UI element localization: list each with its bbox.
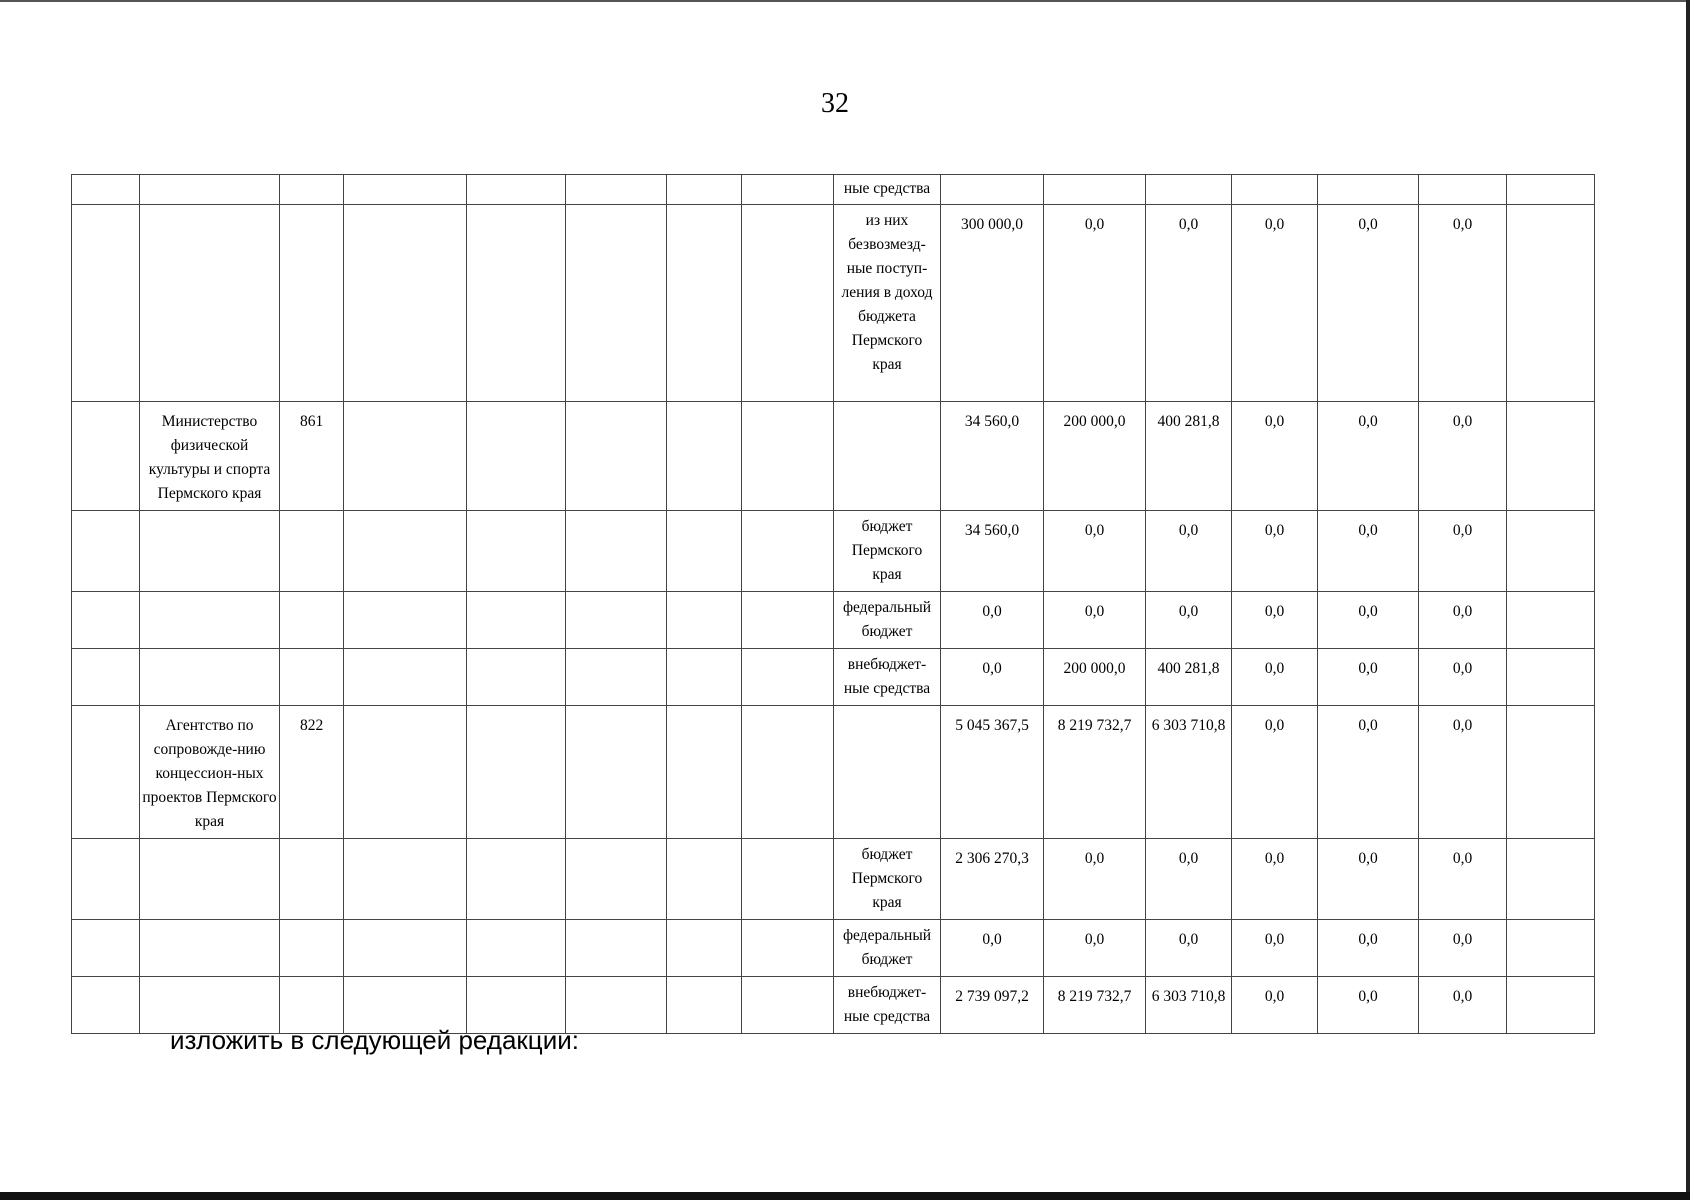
empty-cell [667, 977, 742, 1034]
empty-cell [344, 402, 467, 511]
value-cell: 0,0 [1318, 977, 1419, 1034]
source-cell: внебюджет-ные средства [834, 649, 941, 706]
value-cell: 0,0 [1146, 205, 1232, 402]
value-cell [941, 175, 1044, 205]
empty-cell [467, 205, 566, 402]
row-number-cell [72, 649, 140, 706]
value-cell: 0,0 [1232, 511, 1318, 592]
table-row [72, 920, 1595, 977]
value-cell [1146, 175, 1232, 205]
empty-cell [742, 649, 834, 706]
value-cell: 2 306 270,3 [941, 839, 1044, 920]
value-cell: 0,0 [1232, 592, 1318, 649]
empty-cell [1507, 402, 1595, 511]
empty-cell [344, 920, 467, 977]
empty-cell [742, 920, 834, 977]
empty-cell [467, 592, 566, 649]
value-cell: 0,0 [1318, 920, 1419, 977]
code-cell [280, 839, 344, 920]
table-row [72, 205, 1595, 402]
value-cell: 0,0 [1146, 592, 1232, 649]
value-cell: 0,0 [1419, 205, 1507, 402]
code-cell: 822 [280, 706, 344, 839]
row-number-cell [72, 920, 140, 977]
row-number-cell [72, 205, 140, 402]
empty-cell [467, 649, 566, 706]
value-cell: 0,0 [1318, 402, 1419, 511]
source-cell: внебюджет-ные средства [834, 977, 941, 1034]
source-cell: ные средства [834, 175, 941, 205]
value-cell: 400 281,8 [1146, 402, 1232, 511]
org-cell [140, 920, 280, 977]
table-row [72, 175, 1595, 205]
value-cell [1419, 175, 1507, 205]
empty-cell [742, 839, 834, 920]
empty-cell [467, 839, 566, 920]
scan-edge-top [0, 0, 1690, 2]
table-row [72, 402, 1595, 511]
value-cell: 0,0 [1232, 649, 1318, 706]
value-cell: 0,0 [1419, 920, 1507, 977]
empty-cell [1507, 977, 1595, 1034]
empty-cell [667, 649, 742, 706]
table-row [72, 649, 1595, 706]
value-cell: 0,0 [1318, 649, 1419, 706]
empty-cell [667, 402, 742, 511]
empty-cell [742, 175, 834, 205]
empty-cell [742, 511, 834, 592]
empty-cell [1507, 649, 1595, 706]
code-cell: 861 [280, 402, 344, 511]
source-cell [834, 402, 941, 511]
value-cell: 0,0 [1146, 511, 1232, 592]
empty-cell [344, 592, 467, 649]
empty-cell [467, 511, 566, 592]
table-row [72, 706, 1595, 839]
empty-cell [566, 839, 667, 920]
value-cell: 0,0 [1318, 511, 1419, 592]
empty-cell [667, 511, 742, 592]
page-number: 32 [821, 88, 849, 119]
empty-cell [1507, 175, 1595, 205]
instruction-text: изложить в следующей редакции: [170, 1025, 579, 1055]
empty-cell [566, 175, 667, 205]
row-number-cell [72, 175, 140, 205]
empty-cell [566, 706, 667, 839]
source-cell: из них безвозмезд-ные поступ-ления в доход бюджета Пермского края [834, 205, 941, 402]
empty-cell [344, 706, 467, 839]
empty-cell [467, 402, 566, 511]
empty-cell [742, 977, 834, 1034]
row-number-cell [72, 706, 140, 839]
source-cell: бюджет Пермского края [834, 511, 941, 592]
value-cell: 0,0 [1232, 977, 1318, 1034]
value-cell: 0,0 [1146, 920, 1232, 977]
empty-cell [344, 175, 467, 205]
empty-cell [1507, 920, 1595, 977]
table-row [72, 511, 1595, 592]
code-cell [280, 511, 344, 592]
empty-cell [1507, 592, 1595, 649]
value-cell: 0,0 [1419, 649, 1507, 706]
empty-cell [742, 402, 834, 511]
value-cell: 0,0 [1232, 402, 1318, 511]
org-cell [140, 175, 280, 205]
empty-cell [344, 839, 467, 920]
org-cell [140, 205, 280, 402]
empty-cell [566, 977, 667, 1034]
empty-cell [667, 920, 742, 977]
value-cell: 0,0 [1419, 511, 1507, 592]
budget-table [71, 174, 1595, 1034]
value-cell: 200 000,0 [1044, 649, 1146, 706]
code-cell [280, 920, 344, 977]
value-cell: 8 219 732,7 [1044, 706, 1146, 839]
empty-cell [467, 920, 566, 977]
value-cell: 0,0 [1044, 205, 1146, 402]
table-row [72, 592, 1595, 649]
value-cell: 200 000,0 [1044, 402, 1146, 511]
scan-edge-right [1686, 0, 1690, 1200]
value-cell: 0,0 [1232, 205, 1318, 402]
value-cell: 400 281,8 [1146, 649, 1232, 706]
value-cell: 0,0 [1318, 706, 1419, 839]
value-cell: 0,0 [941, 649, 1044, 706]
code-cell [280, 649, 344, 706]
row-number-cell [72, 402, 140, 511]
org-cell: Министерство физической культуры и спорта Пермского края [140, 402, 280, 511]
table-row [72, 839, 1595, 920]
empty-cell [742, 706, 834, 839]
source-cell: бюджет Пермского края [834, 839, 941, 920]
value-cell: 0,0 [1044, 839, 1146, 920]
empty-cell [566, 205, 667, 402]
value-cell: 0,0 [1318, 592, 1419, 649]
empty-cell [742, 592, 834, 649]
org-cell [140, 511, 280, 592]
empty-cell [1507, 511, 1595, 592]
empty-cell [344, 649, 467, 706]
value-cell: 0,0 [1419, 592, 1507, 649]
value-cell: 0,0 [1318, 205, 1419, 402]
empty-cell [667, 205, 742, 402]
row-number-cell [72, 511, 140, 592]
empty-cell [566, 649, 667, 706]
value-cell: 0,0 [1419, 977, 1507, 1034]
value-cell: 300 000,0 [941, 205, 1044, 402]
scan-edge-bottom [0, 1192, 1690, 1200]
empty-cell [467, 706, 566, 839]
value-cell [1318, 175, 1419, 205]
value-cell: 6 303 710,8 [1146, 977, 1232, 1034]
source-cell [834, 706, 941, 839]
value-cell: 34 560,0 [941, 511, 1044, 592]
value-cell [1044, 175, 1146, 205]
empty-cell [566, 920, 667, 977]
org-cell [140, 839, 280, 920]
value-cell: 0,0 [941, 592, 1044, 649]
empty-cell [566, 592, 667, 649]
org-cell [140, 649, 280, 706]
empty-cell [1507, 706, 1595, 839]
code-cell [280, 592, 344, 649]
empty-cell [1507, 839, 1595, 920]
code-cell [280, 175, 344, 205]
code-cell [280, 205, 344, 402]
value-cell: 0,0 [1044, 592, 1146, 649]
empty-cell [667, 592, 742, 649]
value-cell: 8 219 732,7 [1044, 977, 1146, 1034]
value-cell [1232, 175, 1318, 205]
row-number-cell [72, 977, 140, 1034]
value-cell: 0,0 [1146, 839, 1232, 920]
value-cell: 34 560,0 [941, 402, 1044, 511]
value-cell: 5 045 367,5 [941, 706, 1044, 839]
value-cell: 0,0 [1318, 839, 1419, 920]
value-cell: 6 303 710,8 [1146, 706, 1232, 839]
empty-cell [344, 205, 467, 402]
value-cell: 0,0 [1232, 839, 1318, 920]
value-cell: 0,0 [1232, 920, 1318, 977]
row-number-cell [72, 839, 140, 920]
empty-cell [467, 175, 566, 205]
empty-cell [667, 175, 742, 205]
empty-cell [1507, 205, 1595, 402]
empty-cell [742, 205, 834, 402]
empty-cell [344, 511, 467, 592]
source-cell: федеральный бюджет [834, 920, 941, 977]
source-cell: федеральный бюджет [834, 592, 941, 649]
value-cell: 0,0 [941, 920, 1044, 977]
value-cell: 0,0 [1419, 706, 1507, 839]
value-cell: 0,0 [1419, 839, 1507, 920]
empty-cell [667, 706, 742, 839]
empty-cell [667, 839, 742, 920]
org-cell: Агентство по сопровожде-нию концессион-ных проектов Пермского края [140, 706, 280, 839]
row-number-cell [72, 592, 140, 649]
value-cell: 0,0 [1232, 706, 1318, 839]
value-cell: 0,0 [1419, 402, 1507, 511]
value-cell: 0,0 [1044, 511, 1146, 592]
value-cell: 2 739 097,2 [941, 977, 1044, 1034]
empty-cell [566, 402, 667, 511]
empty-cell [566, 511, 667, 592]
org-cell [140, 592, 280, 649]
value-cell: 0,0 [1044, 920, 1146, 977]
